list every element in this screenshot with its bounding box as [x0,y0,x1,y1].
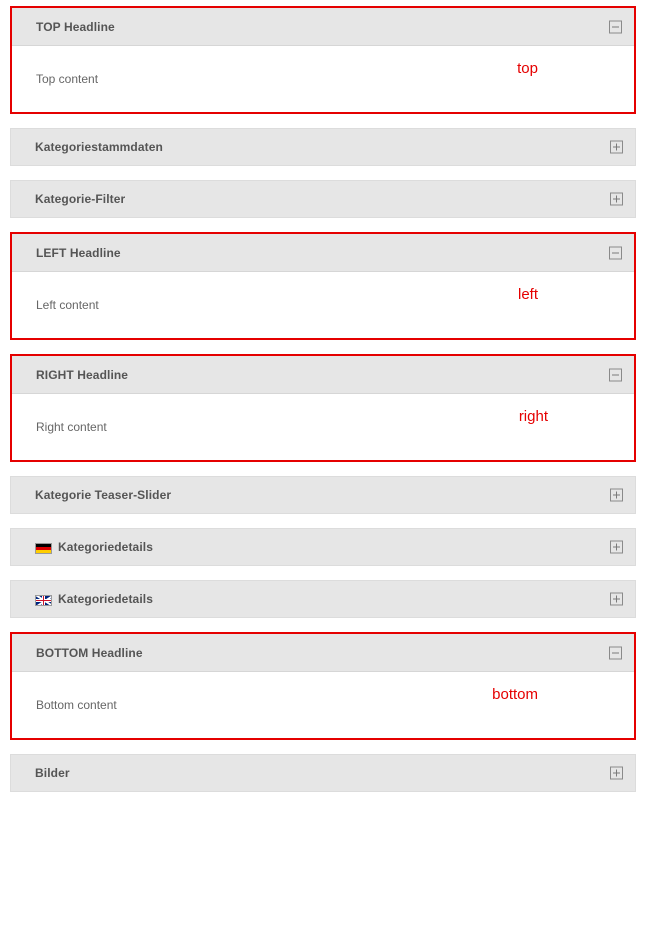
panel-title: Bilder [35,766,70,780]
panel-header-top-headline[interactable] [12,8,634,46]
panel-bilder [10,754,636,792]
panel-header-right-headline[interactable] [12,356,634,394]
collapse-icon[interactable] [609,20,622,33]
marker-label-top: top [517,60,538,77]
panel-right-headline [10,354,636,462]
panel-header-kategoriestammdaten[interactable] [10,128,636,166]
marker-label-left: left [517,286,538,303]
panel-body-text: Bottom content [36,698,117,712]
panel-body-text: Top content [36,72,99,86]
panel-title: Kategoriedetails [58,540,153,554]
collapse-icon[interactable] [609,368,622,381]
panel-header-kategoriedetails-en[interactable] [10,580,636,618]
panel-bottom-headline [10,632,636,740]
panel-title: TOP Headline [36,19,115,34]
marker-label-right: right [518,408,548,425]
expand-icon[interactable] [610,193,623,206]
panel-body-top-headline [12,46,634,112]
panel-title: Kategoriedetails [58,592,153,606]
panel-title: BOTTOM Headline [36,645,143,660]
panel-kategoriedetails-de [10,528,636,566]
panel-body-text: Left content [36,298,99,312]
panel-kategoriestammdaten [10,128,636,166]
panel-top-headline [10,6,636,114]
panel-body-bottom-headline [12,672,634,738]
panel-header-kategorie-filter[interactable] [10,180,636,218]
panel-header-bottom-headline[interactable] [12,634,634,672]
panel-body-text: Right content [36,420,107,434]
gb-flag-icon [35,595,52,606]
panel-header-kategorie-teaser-slider[interactable] [10,476,636,514]
expand-icon[interactable] [610,541,623,554]
panel-body-left-headline [12,272,634,338]
panel-kategorie-teaser-slider [10,476,636,514]
panel-header-kategoriedetails-de[interactable] [10,528,636,566]
panel-kategorie-filter [10,180,636,218]
panel-header-bilder[interactable] [10,754,636,792]
panel-header-left-headline[interactable] [12,234,634,272]
panel-title: RIGHT Headline [36,367,129,382]
collapse-icon[interactable] [609,246,622,259]
expand-icon[interactable] [610,489,623,502]
panel-left-headline [10,232,636,340]
panel-body-right-headline [12,394,634,460]
panel-title: LEFT Headline [36,245,121,260]
expand-icon[interactable] [610,767,623,780]
marker-label-bottom: bottom [492,686,538,703]
expand-icon[interactable] [610,593,623,606]
collapse-icon[interactable] [609,646,622,659]
panel-title: Kategoriestammdaten [35,140,163,154]
expand-icon[interactable] [610,141,623,154]
panel-title: Kategorie Teaser-Slider [35,488,172,502]
panel-title: Kategorie-Filter [35,192,126,206]
panel-kategoriedetails-en [10,580,636,618]
de-flag-icon [35,543,52,554]
